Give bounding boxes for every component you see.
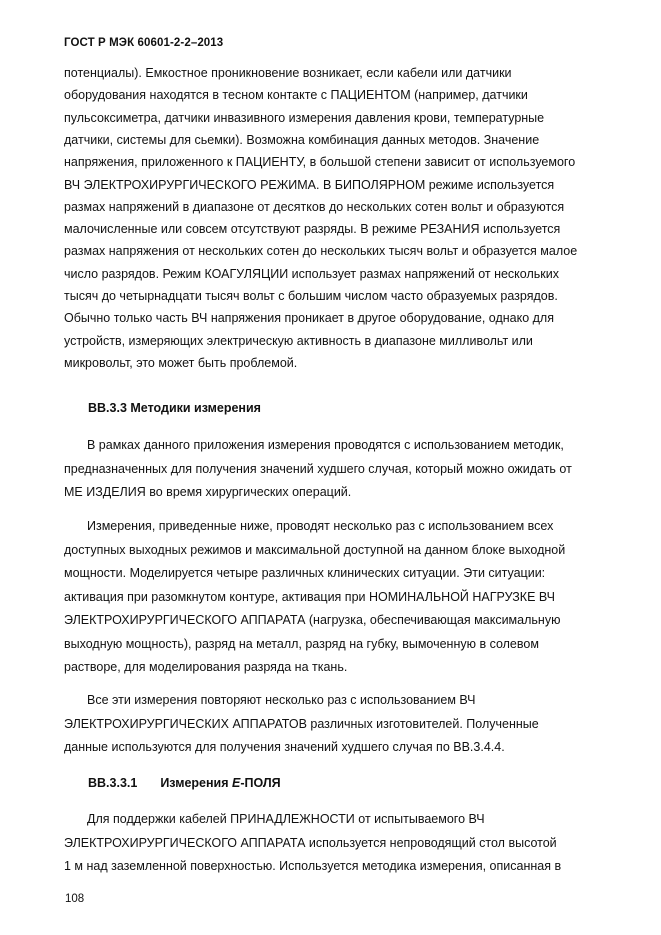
subsection-title-suffix: -ПОЛЯ: [240, 776, 281, 790]
text-line: микровольт, это может быть проблемой.: [64, 355, 298, 370]
text-line: 1 м над заземленной поверхностью. Используется методика измерения, описанная в: [64, 859, 562, 873]
text-line: мощности. Моделируется четыре различных клинических ситуации. Эти ситуации:: [64, 566, 546, 580]
text-line: растворе, для моделирования разряда на ткань.: [64, 660, 348, 674]
text-line: размах напряжений в диапазоне от десятков до нескольких сотен вольт и образуются: [64, 199, 565, 214]
text-line: активация при разомкнутом контуре, активация при НОМИНАЛЬНОЙ НАГРУЗКЕ ВЧ: [64, 589, 555, 604]
text-line: ЭЛЕКТРОХИРУРГИЧЕСКИХ АППАРАТОВ различных изготовителей. Полученные: [64, 716, 539, 731]
text-line: датчики, системы для сьемки). Возможна комбинация данных методов. Значение: [64, 132, 540, 147]
text-line: устройств, измеряющих электрическую активность в диапазоне милливольт или: [64, 333, 533, 348]
subsection-title-italic: Е: [232, 776, 241, 790]
text-line: пульсоксиметра, датчики инвазивного измерения давления крови, температурные: [64, 110, 545, 125]
page-number: 108: [65, 893, 85, 905]
subsection-number: ВВ.3.3.1: [88, 776, 138, 790]
text-line: данные используются для получения значений худшего случая по ВВ.3.4.4.: [64, 740, 505, 754]
text-line: оборудования находятся в тесном контакте с ПАЦИЕНТОМ (например, датчики: [64, 88, 528, 103]
text-line: доступных выходных режимов и максимальной доступной на данном блоке выходной: [64, 542, 566, 557]
text-line: напряжения, приложенного к ПАЦИЕНТУ, в большой степени зависит от используемого: [64, 155, 576, 170]
text-line: Для поддержки кабелей ПРИНАДЛЕЖНОСТИ от испытываемого ВЧ: [87, 812, 485, 826]
subsection-heading: [88, 771, 281, 795]
subsection-title-prefix: Измерения: [160, 776, 232, 790]
text-line: МЕ ИЗДЕЛИЯ во время хирургических операций.: [64, 485, 352, 499]
text-line: Обычно только часть ВЧ напряжения проникает в другое оборудование, однако для: [64, 311, 554, 326]
text-line: тысяч до четырнадцати тысяч вольт с большим числом часто образуемых разрядов.: [64, 289, 558, 303]
text-line: размах напряжения от нескольких сотен до нескольких тысяч вольт и образуется малое: [64, 244, 578, 259]
text-line: Все эти измерения повторяют несколько раз с использованием ВЧ: [87, 693, 476, 707]
text-line: выходную мощность), разряд на металл, разряд на губку, вымоченную в солевом: [64, 636, 539, 651]
text-line: малочисленные или совсем отсутствуют разряды. В режиме РЕЗАНИЯ используется: [64, 222, 561, 237]
document-header: ГОСТ Р МЭК 60601-2-2–2013: [64, 37, 224, 49]
text-line: ЭЛЕКТРОХИРУРГИЧЕСКОГО АППАРАТА (нагрузка, обеспечивающая максимальную: [64, 613, 561, 627]
text-line: В рамках данного приложения измерения проводятся с использованием методик,: [87, 438, 564, 452]
text-line: ВЧ ЭЛЕКТРОХИРУРГИЧЕСКОГО РЕЖИМА. В БИПОЛЯРНОМ режиме используется: [64, 177, 555, 192]
text-line: Измерения, приведенные ниже, проводят несколько раз с использованием всех: [87, 519, 554, 533]
section-heading: ВВ.3.3 Методики измерения: [88, 401, 261, 415]
text-line: потенциалы). Емкостное проникновение возникает, если кабели или датчики: [64, 66, 512, 80]
text-line: число разрядов. Режим КОАГУЛЯЦИИ использует размах напряжений от нескольких: [64, 266, 559, 281]
text-line: предназначенных для получения значений худшего случая, который можно ожидать от: [64, 461, 572, 476]
text-line: ЭЛЕКТРОХИРУРГИЧЕСКОГО АППАРАТА используется непроводящий стол высотой: [64, 835, 557, 850]
